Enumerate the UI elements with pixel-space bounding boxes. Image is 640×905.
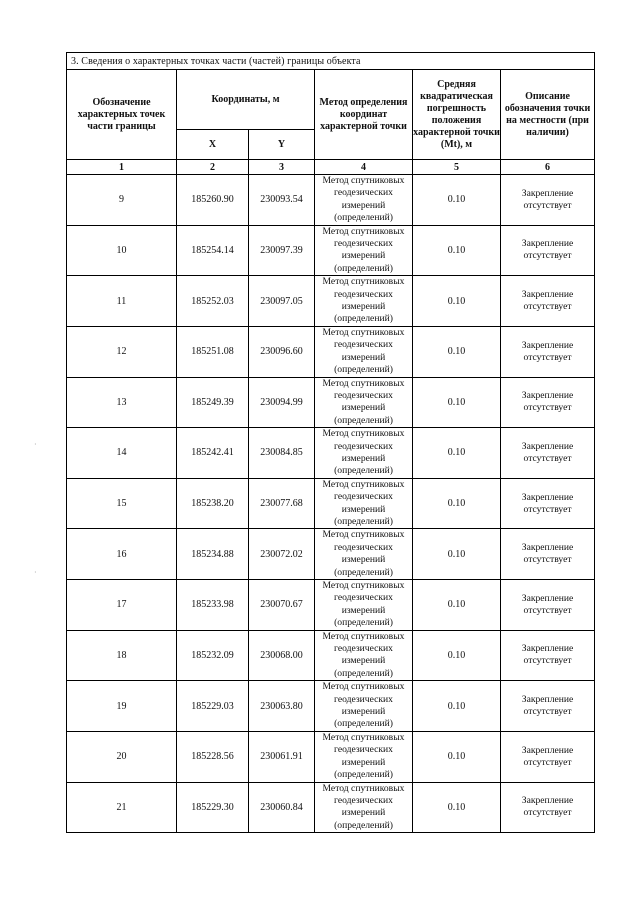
method-cell: Метод спутниковых геодезических измерений (определений) [315, 681, 413, 732]
table-row [67, 681, 595, 732]
point-number-cell: 20 [67, 731, 177, 782]
document-sheet [66, 52, 594, 833]
y-coordinate-cell: 230096.60 [249, 326, 315, 377]
description-cell: Закрепление отсутствует [501, 377, 595, 428]
scan-speck: · [34, 568, 37, 577]
y-coordinate-cell: 230097.05 [249, 276, 315, 327]
y-coordinate-cell: 230077.68 [249, 478, 315, 529]
y-coordinate-cell: 230070.67 [249, 580, 315, 631]
accuracy-cell: 0.10 [413, 175, 501, 226]
point-number-cell: 21 [67, 782, 177, 833]
header-y: Y [249, 130, 315, 160]
x-coordinate-cell: 185229.03 [177, 681, 249, 732]
x-coordinate-cell: 185254.14 [177, 225, 249, 276]
point-number-cell: 9 [67, 175, 177, 226]
scan-speck: · [34, 440, 37, 449]
method-cell: Метод спутниковых геодезических измерений (определений) [315, 326, 413, 377]
y-coordinate-cell: 230060.84 [249, 782, 315, 833]
y-coordinate-cell: 230068.00 [249, 630, 315, 681]
point-number-cell: 15 [67, 478, 177, 529]
x-coordinate-cell: 185234.88 [177, 529, 249, 580]
description-cell: Закрепление отсутствует [501, 630, 595, 681]
column-number: 4 [315, 160, 413, 175]
method-cell: Метод спутниковых геодезических измерений (определений) [315, 225, 413, 276]
y-coordinate-cell: 230097.39 [249, 225, 315, 276]
description-cell: Закрепление отсутствует [501, 175, 595, 226]
table-row [67, 478, 595, 529]
method-cell: Метод спутниковых геодезических измерений (определений) [315, 731, 413, 782]
header-description: Описание обозначения точки на местности (при наличии) [501, 70, 595, 160]
table-row [67, 326, 595, 377]
y-coordinate-cell: 230094.99 [249, 377, 315, 428]
x-coordinate-cell: 185260.90 [177, 175, 249, 226]
column-number: 6 [501, 160, 595, 175]
point-number-cell: 16 [67, 529, 177, 580]
method-cell: Метод спутниковых геодезических измерений (определений) [315, 377, 413, 428]
y-coordinate-cell: 230063.80 [249, 681, 315, 732]
description-cell: Закрепление отсутствует [501, 428, 595, 479]
point-number-cell: 12 [67, 326, 177, 377]
method-cell: Метод спутниковых геодезических измерений (определений) [315, 630, 413, 681]
method-cell: Метод спутниковых геодезических измерений (определений) [315, 428, 413, 479]
column-numbers-row [67, 160, 595, 175]
method-cell: Метод спутниковых геодезических измерений (определений) [315, 782, 413, 833]
x-coordinate-cell: 185228.56 [177, 731, 249, 782]
point-number-cell: 19 [67, 681, 177, 732]
section-title: 3. Сведения о характерных точках части (частей) границы объекта [67, 53, 595, 70]
description-cell: Закрепление отсутствует [501, 478, 595, 529]
description-cell: Закрепление отсутствует [501, 276, 595, 327]
column-number: 5 [413, 160, 501, 175]
table-row [67, 630, 595, 681]
table-row [67, 377, 595, 428]
table-row [67, 731, 595, 782]
description-cell: Закрепление отсутствует [501, 326, 595, 377]
x-coordinate-cell: 185242.41 [177, 428, 249, 479]
point-number-cell: 14 [67, 428, 177, 479]
method-cell: Метод спутниковых геодезических измерений (определений) [315, 276, 413, 327]
header-coordinates: Координаты, м [177, 70, 315, 130]
section-title-row [67, 53, 595, 70]
x-coordinate-cell: 185251.08 [177, 326, 249, 377]
description-cell: Закрепление отсутствует [501, 681, 595, 732]
accuracy-cell: 0.10 [413, 731, 501, 782]
x-coordinate-cell: 185249.39 [177, 377, 249, 428]
description-cell: Закрепление отсутствует [501, 529, 595, 580]
accuracy-cell: 0.10 [413, 326, 501, 377]
boundary-points-table [66, 52, 595, 833]
table-row [67, 175, 595, 226]
y-coordinate-cell: 230072.02 [249, 529, 315, 580]
y-coordinate-cell: 230093.54 [249, 175, 315, 226]
table-row [67, 782, 595, 833]
x-coordinate-cell: 185238.20 [177, 478, 249, 529]
header-x: X [177, 130, 249, 160]
header-accuracy: Средняя квадратическая погрешность положения характерной точки (Mt), м [413, 70, 501, 160]
point-number-cell: 18 [67, 630, 177, 681]
method-cell: Метод спутниковых геодезических измерений (определений) [315, 529, 413, 580]
y-coordinate-cell: 230061.91 [249, 731, 315, 782]
column-number: 3 [249, 160, 315, 175]
header-row [67, 70, 595, 130]
table-row [67, 276, 595, 327]
header-point-designation: Обозначение характерных точек части границы [67, 70, 177, 160]
method-cell: Метод спутниковых геодезических измерений (определений) [315, 478, 413, 529]
header-method: Метод определения координат характерной точки [315, 70, 413, 160]
accuracy-cell: 0.10 [413, 681, 501, 732]
accuracy-cell: 0.10 [413, 225, 501, 276]
accuracy-cell: 0.10 [413, 428, 501, 479]
column-number: 2 [177, 160, 249, 175]
point-number-cell: 10 [67, 225, 177, 276]
description-cell: Закрепление отсутствует [501, 225, 595, 276]
description-cell: Закрепление отсутствует [501, 580, 595, 631]
method-cell: Метод спутниковых геодезических измерений (определений) [315, 580, 413, 631]
table-row [67, 428, 595, 479]
table-row [67, 580, 595, 631]
x-coordinate-cell: 185229.30 [177, 782, 249, 833]
description-cell: Закрепление отсутствует [501, 731, 595, 782]
point-number-cell: 13 [67, 377, 177, 428]
method-cell: Метод спутниковых геодезических измерений (определений) [315, 175, 413, 226]
accuracy-cell: 0.10 [413, 630, 501, 681]
column-number: 1 [67, 160, 177, 175]
accuracy-cell: 0.10 [413, 782, 501, 833]
point-number-cell: 11 [67, 276, 177, 327]
x-coordinate-cell: 185252.03 [177, 276, 249, 327]
description-cell: Закрепление отсутствует [501, 782, 595, 833]
accuracy-cell: 0.10 [413, 377, 501, 428]
accuracy-cell: 0.10 [413, 529, 501, 580]
x-coordinate-cell: 185233.98 [177, 580, 249, 631]
accuracy-cell: 0.10 [413, 580, 501, 631]
table-row [67, 529, 595, 580]
x-coordinate-cell: 185232.09 [177, 630, 249, 681]
accuracy-cell: 0.10 [413, 276, 501, 327]
y-coordinate-cell: 230084.85 [249, 428, 315, 479]
table-row [67, 225, 595, 276]
point-number-cell: 17 [67, 580, 177, 631]
accuracy-cell: 0.10 [413, 478, 501, 529]
